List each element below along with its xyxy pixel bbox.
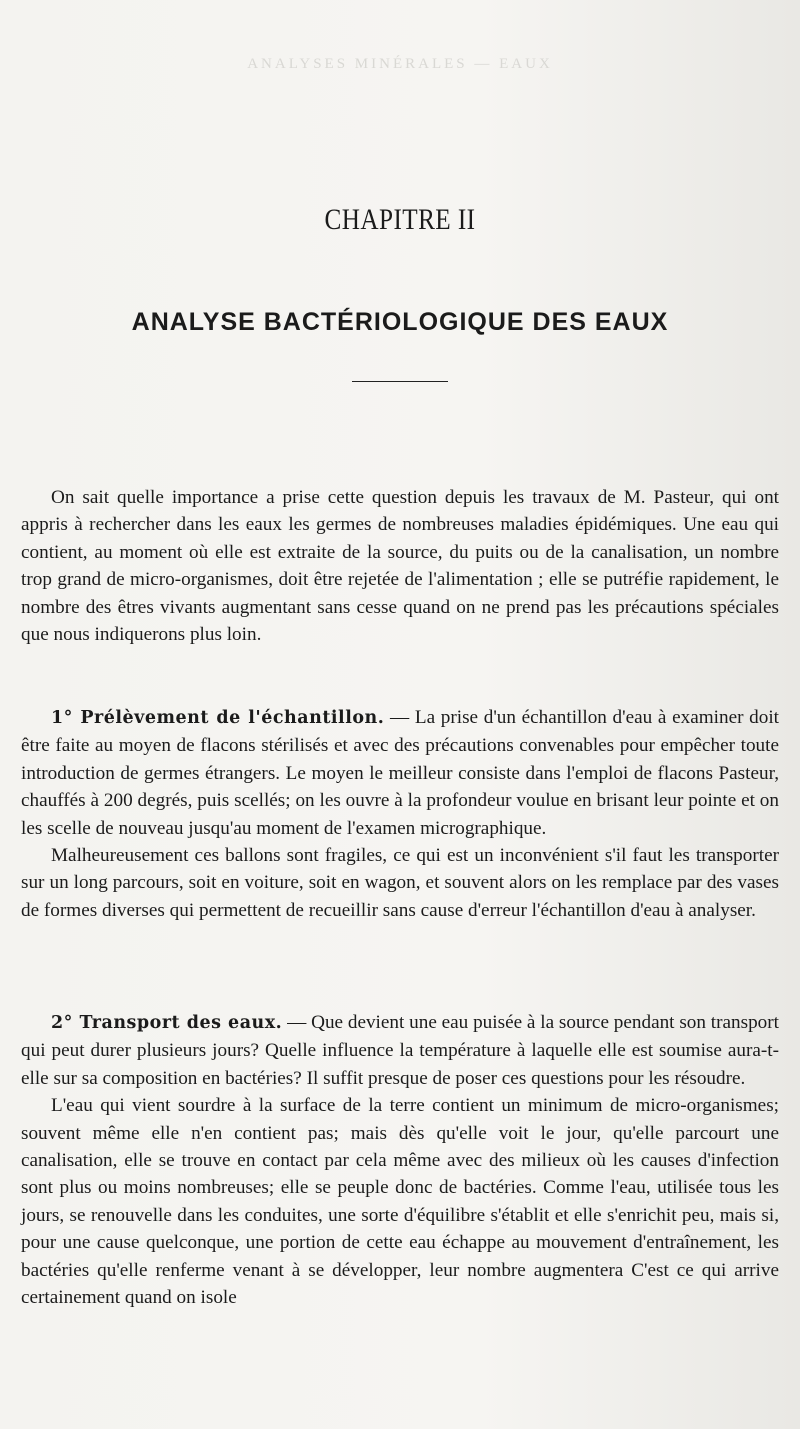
section-1-body: — La prise d'un échantillon d'eau à examiner doit être faite au moyen de flacons stérilisés et avec des précautions convenables pour empêcher toute introduction de germes étrangers. Le moyen le meilleur consiste dans l'emploi de flacons Pasteur, chauffés à 200 degrés, puis scellés; on les ouvre à la profondeur voulue en brisant leur pointe et on les scelle de nouveau jusqu'au moment de l'examen micrographique. [21,707,779,839]
running-header-bleed: ANALYSES MINÉRALES — EAUX [247,56,553,72]
section-2-block [21,1009,779,1311]
section-2-paragraph [21,1009,779,1092]
section-1-paragraph [21,704,779,842]
section-1-block [21,704,779,924]
section-2-body: — Que devient une eau puisée à la source pendant son transport qui peut durer plusieurs jours? Quelle influence la température à laquelle elle est soumise aura-t-elle sur sa composition en bactéries? Il suffit presque de poser ces questions pour les résoudre. [21,1012,779,1089]
section-2-heading: 2° Transport des eaux. [51,1013,283,1033]
intro-paragraph: On sait quelle importance a prise cette question depuis les travaux de M. Pasteur, qui ont appris à rechercher dans les eaux les germes de nombreuses maladies épidémiques. Une eau qui contient, au moment où elle est extraite de la source, du puits ou de la canalisation, un nombre trop grand de micro-organismes, doit être rejetée de l'alimentation ; elle se putréfie rapidement, le nombre des êtres vivants augmentant sans cesse quand on ne prend pas les précautions spéciales que nous indiquerons plus loin. [21,487,779,646]
title-divider [352,381,448,382]
section-1-continuation: Malheureusement ces ballons sont fragiles, ce qui est un inconvénient s'il faut les transporter sur un long parcours, soit en voiture, soit en wagon, et souvent alors on les remplace par des vases de formes diverses qui permettent de recueillir sans cause d'erreur l'échantillon d'eau à analyser. [21,845,779,921]
chapter-heading: CHAPITRE II [324,203,476,236]
section-2-continuation: L'eau qui vient sourdre à la surface de la terre contient un minimum de micro-organismes; souvent même elle n'en contient pas; mais dès qu'elle voit le jour, qu'elle parcourt une canalisation, elle se trouve en contact par cela même avec des milieux où les causes d'infection sont plus ou moins nombreuses; elle se peuple donc de bactéries. Comme l'eau, utilisée tous les jours, se renouvelle dans les conduites, une sorte d'équilibre s'établit et elle s'enrichit peu, mais si, pour une cause quelconque, une portion de cette eau échappe au mouvement d'entraînement, les bactéries qu'elle renferme venant à se développer, leur nombre augmentera C'est ce qui arrive certainement quand on isole [21,1095,779,1309]
intro-paragraph-block [21,484,779,648]
page-title: ANALYSE BACTÉRIOLOGIQUE DES EAUX [131,308,669,336]
section-1-heading: 1° Prélèvement de l'échantillon. [51,708,385,728]
